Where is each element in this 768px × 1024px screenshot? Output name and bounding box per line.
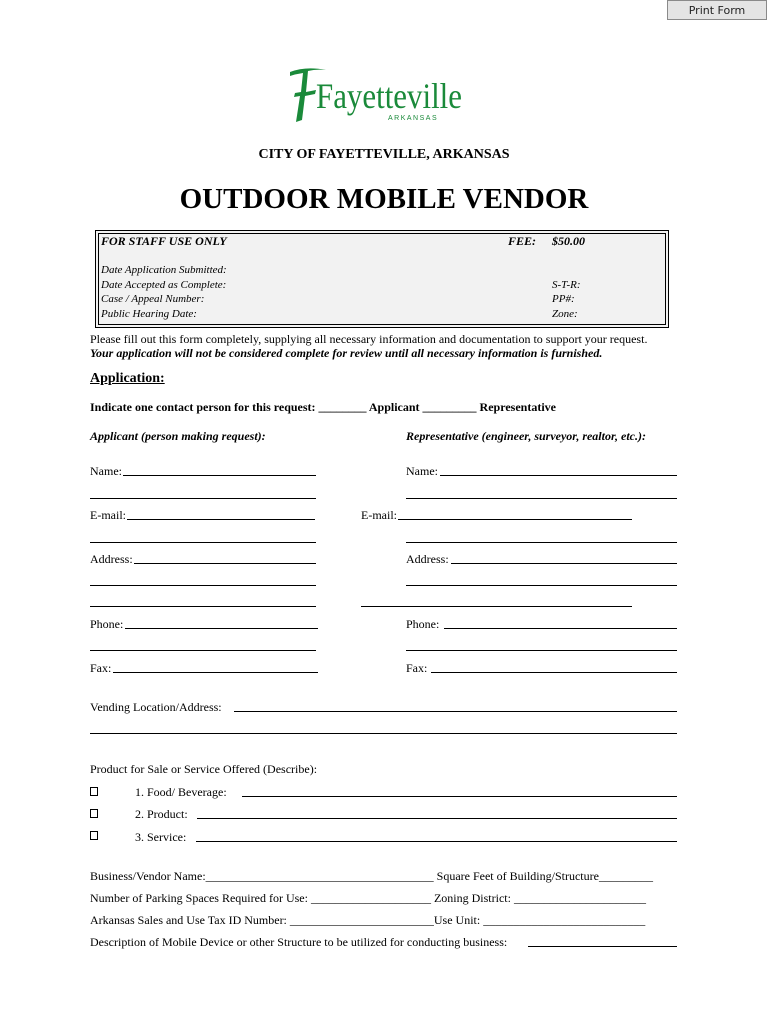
rep-fax-label: Fax:	[406, 661, 428, 675]
rep-address-field-2[interactable]	[406, 585, 677, 586]
rep-address-label: Address:	[406, 552, 449, 566]
business-name-line[interactable]: Business/Vendor Name:______________________________________ Square Feet of Building/Structure_________	[90, 869, 653, 883]
staff-heading: FOR STAFF USE ONLY	[101, 234, 227, 248]
applicant-name-field-2[interactable]	[90, 498, 316, 499]
logo-wordmark: Fayetteville	[316, 76, 462, 116]
service-field[interactable]	[196, 841, 677, 842]
instructions-line1: Please fill out this form completely, supplying all necessary information and documentation to support your request.	[90, 332, 648, 346]
applicant-email-field-2[interactable]	[90, 542, 316, 543]
applicant-fax-field[interactable]	[113, 672, 318, 673]
logo-subtitle: ARKANSAS	[388, 115, 439, 122]
mobile-device-label: Description of Mobile Device or other Structure to be utilized for conducting business:	[90, 935, 508, 949]
vending-location-field[interactable]	[234, 711, 677, 712]
rep-phone-field-2[interactable]	[406, 650, 677, 651]
rep-address-field[interactable]	[451, 563, 677, 564]
applicant-address-field-3[interactable]	[90, 606, 316, 607]
application-heading: Application:	[90, 371, 165, 386]
str-label: S-T-R:	[552, 279, 581, 291]
date-submitted-label: Date Application Submitted:	[101, 264, 227, 276]
applicant-phone-field[interactable]	[125, 628, 318, 629]
case-number-label: Case / Appeal Number:	[101, 293, 205, 305]
fee-value: $50.00	[552, 234, 585, 248]
page-title: OUTDOOR MOBILE VENDOR	[179, 183, 589, 215]
tax-id-line[interactable]: Arkansas Sales and Use Tax ID Number: ________________________Use Unit: ___________________________	[90, 913, 646, 927]
applicant-heading: Applicant (person making request):	[90, 429, 266, 443]
rep-phone-label: Phone:	[406, 617, 440, 631]
applicant-email-label: E-mail:	[90, 508, 126, 522]
applicant-address-label: Address:	[90, 552, 133, 566]
rep-name-field[interactable]	[440, 475, 677, 476]
food-beverage-checkbox[interactable]	[90, 787, 98, 796]
vending-location-field-2[interactable]	[90, 733, 677, 734]
print-form-button[interactable]: Print Form	[667, 0, 767, 20]
applicant-fax-label: Fax:	[90, 661, 112, 675]
food-beverage-label: 1. Food/ Beverage:	[135, 785, 227, 799]
rep-fax-field[interactable]	[431, 672, 677, 673]
pp-label: PP#:	[552, 293, 575, 305]
fee-label: FEE:	[508, 234, 537, 248]
applicant-phone-field-2[interactable]	[90, 650, 316, 651]
product-label: 2. Product:	[135, 807, 188, 821]
rep-email-field[interactable]	[398, 519, 632, 520]
rep-name-field-2[interactable]	[406, 498, 677, 499]
date-accepted-label: Date Accepted as Complete:	[101, 279, 227, 291]
representative-heading: Representative (engineer, surveyor, realtor, etc.):	[406, 429, 646, 443]
applicant-address-field[interactable]	[134, 563, 316, 564]
product-checkbox[interactable]	[90, 809, 98, 818]
vending-location-label: Vending Location/Address:	[90, 700, 222, 714]
food-beverage-field[interactable]	[242, 796, 677, 797]
rep-address-field-3[interactable]	[361, 606, 632, 607]
contact-prompt: Indicate one contact person for this request: ________ Applicant _________ Representative	[90, 400, 556, 414]
zone-label: Zone:	[552, 308, 578, 320]
product-prompt: Product for Sale or Service Offered (Describe):	[90, 762, 318, 776]
rep-email-label: E-mail:	[361, 508, 397, 522]
hearing-date-label: Public Hearing Date:	[101, 308, 197, 320]
applicant-email-field[interactable]	[127, 519, 315, 520]
rep-email-field-2[interactable]	[406, 542, 677, 543]
product-field[interactable]	[197, 818, 677, 819]
applicant-name-label: Name:	[90, 464, 122, 478]
city-heading: CITY OF FAYETTEVILLE, ARKANSAS	[258, 147, 510, 162]
parking-spaces-line[interactable]: Number of Parking Spaces Required for Use: ____________________ Zoning District: ______________________	[90, 891, 646, 905]
instructions-line2: Your application will not be considered complete for review until all necessary information is furnished.	[90, 346, 603, 360]
applicant-name-field[interactable]	[123, 475, 316, 476]
rep-name-label: Name:	[406, 464, 438, 478]
mobile-device-field[interactable]	[528, 946, 677, 947]
service-checkbox[interactable]	[90, 831, 98, 840]
fayetteville-logo	[286, 62, 466, 128]
applicant-address-field-2[interactable]	[90, 585, 316, 586]
rep-phone-field[interactable]	[444, 628, 677, 629]
applicant-phone-label: Phone:	[90, 617, 124, 631]
service-label: 3. Service:	[135, 830, 187, 844]
